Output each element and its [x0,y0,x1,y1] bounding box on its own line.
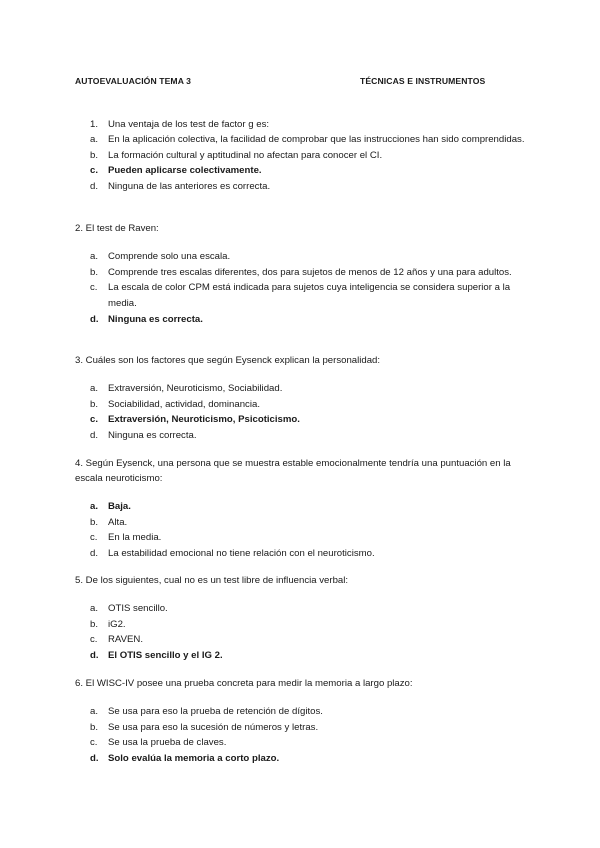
question-number: 1. [90,119,99,130]
option-d [75,179,535,195]
option-letter: c. [90,165,99,177]
option-b [75,265,535,281]
option-text: Comprende solo una escala. [108,251,231,262]
option-letter: c. [90,532,98,544]
question-text: 6. El WISC-IV posee una prueba concreta para medir la memoria a largo plazo: [75,678,413,689]
option-text: Se usa la prueba de claves. [108,737,227,749]
option-letter: d. [90,650,99,662]
option-text: Pueden aplicarse colectivamente. [108,165,262,177]
option-d-correct [75,648,535,664]
option-letter: a. [90,501,99,512]
option-text: Ninguna es correcta. [108,313,203,325]
option-letter: d. [90,181,99,193]
question-text: 5. De los siguientes, cual no es un test libre de influencia verbal: [75,575,349,586]
option-letter: d. [90,313,99,325]
option-text: Extraversión, Neuroticismo, Sociabilidad. [108,383,283,394]
option-text: Se usa para eso la sucesión de números y letras. [108,721,319,733]
option-c-correct [75,163,535,179]
option-b [75,617,535,633]
option-a [75,381,535,397]
option-d-correct [75,751,535,767]
question-6 [75,676,535,767]
option-c-correct [75,412,535,428]
option-d [75,428,535,444]
option-letter: c. [90,414,99,426]
question-2 [75,221,535,328]
question-3 [75,353,535,444]
option-a [75,132,535,148]
option-letter: c. [90,634,98,646]
option-text: El OTIS sencillo y el IG 2. [108,650,223,662]
header-title: AUTOEVALUACIÓN TEMA 3 [75,76,192,86]
option-a [75,704,535,720]
option-letter: b. [90,398,99,410]
option-letter: a. [90,706,99,717]
option-letter: b. [90,516,99,528]
option-text: Extraversión, Neuroticismo, Psicoticismo. [108,414,300,426]
question-title [75,117,535,132]
option-c [75,530,535,546]
option-b [75,515,535,531]
question-1 [75,117,535,195]
option-letter: b. [90,266,99,278]
option-text: Baja. [108,501,131,512]
question-text: 4. Según Eysenck, una persona que se muestra estable emocionalmente tendría una puntuación en la escala neuroticismo: [75,458,511,484]
option-letter: d. [90,548,99,560]
option-text: RAVEN. [108,634,144,646]
option-c [75,632,535,648]
option-text: Ninguna de las anteriores es correcta. [108,181,271,193]
option-a-correct [75,499,535,515]
option-text: Sociabilidad, actividad, dominancia. [108,398,260,410]
option-a [75,601,535,617]
option-b [75,148,535,164]
option-a [75,249,535,265]
option-b [75,720,535,736]
option-letter: d. [90,753,99,765]
option-text: En la media. [108,532,162,544]
option-text: Solo evalúa la memoria a corto plazo. [108,753,280,765]
question-text: 3. Cuáles son los factores que según Eysenck explican la personalidad: [75,355,381,366]
option-letter: b. [90,149,99,161]
option-c [75,735,535,751]
option-letter: d. [90,430,99,442]
option-letter: b. [90,721,99,733]
option-letter: b. [90,618,99,630]
option-text: En la aplicación colectiva, la facilidad de comprobar que las instrucciones han sido comprendidas. [108,134,525,145]
question-text: 2. El test de Raven: [75,223,159,234]
question-4 [75,456,535,562]
option-text: Ninguna es correcta. [108,430,197,442]
option-text: OTIS sencillo. [108,603,168,614]
option-letter: c. [90,737,98,749]
option-b [75,397,535,413]
option-letter: a. [90,383,99,394]
option-text: La formación cultural y aptitudinal no afectan para conocer el CI. [108,149,383,161]
option-text: Comprende tres escalas diferentes, dos para sujetos de menos de 12 años y una para adultos. [108,266,512,278]
question-5 [75,573,535,664]
option-text: iG2. [108,618,126,630]
option-letter: a. [90,603,99,614]
option-text: Alta. [108,516,128,528]
option-letter: a. [90,134,99,145]
option-text: Se usa para eso la prueba de retención de dígitos. [108,706,323,717]
option-letter: a. [90,251,99,262]
header-subject: TÉCNICAS E INSTRUMENTOS [360,76,486,86]
question-text: Una ventaja de los test de factor g es: [108,119,270,130]
option-text: La escala de color CPM está indicada para sujetos cuya inteligencia se considera superior a la media. [108,282,511,310]
option-text: La estabilidad emocional no tiene relación con el neuroticismo. [108,548,375,560]
option-d [75,546,535,562]
option-letter: c. [90,282,98,294]
option-c [75,280,535,311]
option-d-correct [75,312,535,328]
